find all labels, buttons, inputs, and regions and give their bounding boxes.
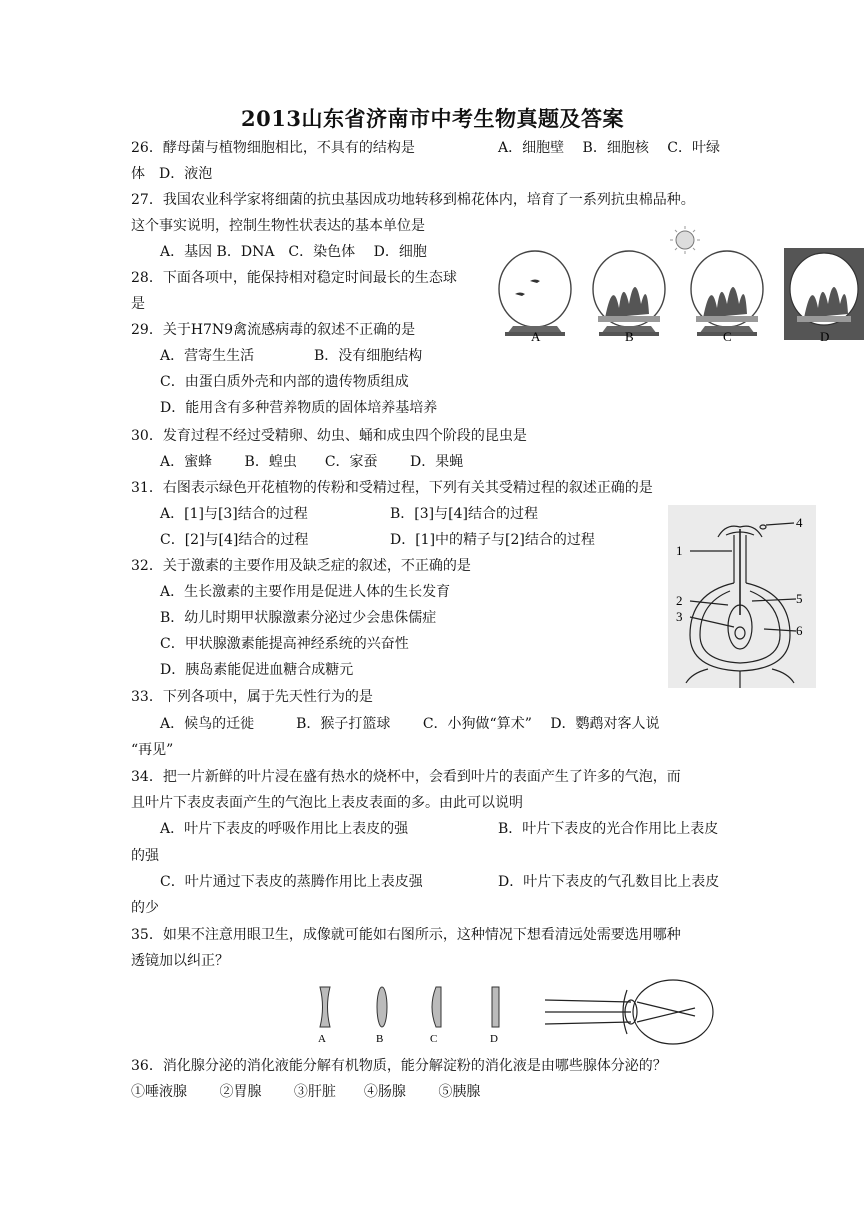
fig31-label-1: 1 [676, 543, 683, 558]
q34-option-c: C．叶片通过下表皮的蒸腾作用比上表皮强 [160, 874, 423, 890]
q31-stem: 31．右图表示绿色开花植物的传粉和受精过程，下列有关其受精过程的叙述正确的是 [131, 480, 653, 496]
q29-stem: 29．关于H7N9禽流感病毒的叙述不正确的是 [131, 322, 416, 338]
page-title: 2013山东省济南市中考生物真题及答案 [241, 106, 624, 131]
ecosphere-a [499, 251, 571, 336]
q29-option-a: A．营寄生生活 [160, 348, 255, 364]
q34-stem-1: 34．把一片新鲜的叶片浸在盛有热水的烧杯中，会看到叶片的表面产生了许多的气泡，而 [131, 769, 681, 785]
fig31-label-5: 5 [796, 591, 803, 606]
ecosphere-label-d: D [820, 329, 830, 344]
q31-option-c: C．[2]与[4]结合的过程 [160, 532, 309, 548]
ecosphere-label-a: A [531, 329, 541, 344]
q27-stem-1: 27．我国农业科学家将细菌的抗虫基因成功地转移到棉花体内，培育了一系列抗虫棉品种。 [131, 192, 695, 208]
fig31-label-6: 6 [796, 623, 803, 638]
q30-stem: 30．发育过程不经过受精卵、幼虫、蛹和成虫四个阶段的昆虫是 [131, 428, 527, 444]
q26-stem: 26．酵母菌与植物细胞相比，不具有的结构是 [131, 140, 415, 156]
eye-figure [545, 976, 725, 1048]
fertilization-figure [668, 505, 816, 688]
ecosphere-d [784, 248, 864, 340]
q29-option-b: B．没有细胞结构 [314, 348, 423, 364]
fig31-label-2: 2 [676, 593, 683, 608]
q28-stem-1: 28．下面各项中，能保持相对稳定时间最长的生态球 [131, 270, 457, 286]
q33-stem: 33．下列各项中，属于先天性行为的是 [131, 689, 373, 705]
q36-options: ①唾液腺 ②胃腺 ③肝脏 ④肠腺 ⑤胰腺 [131, 1084, 481, 1100]
q33-options-cont: “再见” [131, 742, 174, 758]
q30-options: A．蜜蜂 B．蝗虫 C．家蚕 D．果蝇 [160, 454, 464, 470]
q35-stem-2: 透镜加以纠正？ [131, 953, 229, 969]
q34-option-d-cont: 的少 [131, 900, 159, 916]
q27-stem-2: 这个事实说明，控制生物性状表达的基本单位是 [131, 218, 425, 234]
convex-lens-icon [377, 987, 387, 1027]
q29-option-c: C．由蛋白质外壳和内部的遗传物质组成 [160, 374, 409, 390]
q34-option-d: D．叶片下表皮的气孔数目比上表皮 [498, 874, 720, 890]
ecosphere-label-b: B [625, 329, 634, 344]
q28-stem-2: 是 [131, 296, 145, 312]
lens-label-d: D [490, 1033, 498, 1045]
eye-icon [545, 980, 713, 1044]
q34-option-b: B．叶片下表皮的光合作用比上表皮 [498, 821, 719, 837]
q32-stem: 32．关于激素的主要作用及缺乏症的叙述，不正确的是 [131, 558, 471, 574]
lens-label-b: B [376, 1033, 384, 1045]
flat-plate-icon [492, 987, 499, 1027]
fig31-label-4: 4 [796, 515, 803, 530]
q32-option-a: A．生长激素的主要作用是促进人体的生长发育 [160, 584, 451, 600]
ecosphere-label-c: C [723, 329, 732, 344]
plano-convex-lens-icon [432, 987, 441, 1027]
sun-icon [670, 226, 700, 254]
lens-label-c: C [430, 1033, 438, 1045]
q32-option-b: B．幼儿时期甲状腺激素分泌过少会患侏儒症 [160, 610, 437, 626]
q33-options: A．候鸟的迁徙 B．猴子打篮球 C．小狗做“算术” D．鹦鹉对客人说 [160, 716, 660, 732]
q27-options: A．基因 B．DNA C．染色体 D．细胞 [160, 244, 427, 260]
q31-option-d: D．[1]中的精子与[2]结合的过程 [390, 532, 595, 548]
q26-options: A．细胞壁 B．细胞核 C．叶绿 [498, 140, 721, 156]
q35-stem-1: 35．如果不注意用眼卫生，成像就可能如右图所示，这种情况下想看清远处需要选用哪种 [131, 927, 681, 943]
q26-options-cont: 体 D．液泡 [131, 166, 213, 182]
ecosphere-figure [495, 226, 865, 344]
ecosphere-b [593, 251, 665, 336]
q32-option-c: C．甲状腺激素能提高神经系统的兴奋性 [160, 636, 409, 652]
fig31-label-3: 3 [676, 609, 683, 624]
q36-stem: 36．消化腺分泌的消化液能分解有机物质，能分解淀粉的消化液是由哪些腺体分泌的？ [131, 1058, 667, 1074]
q34-option-a: A．叶片下表皮的呼吸作用比上表皮的强 [160, 821, 409, 837]
ecosphere-c [691, 251, 763, 336]
lens-label-a: A [318, 1033, 326, 1045]
q32-option-d: D．胰岛素能促进血糖合成糖元 [160, 662, 354, 678]
lens-figure [312, 985, 522, 1045]
q34-option-b-cont: 的强 [131, 848, 159, 864]
concave-lens-icon [320, 987, 330, 1027]
q34-stem-2: 且叶片下表皮表面产生的气泡比上表皮表面的多。由此可以说明 [131, 795, 523, 811]
q31-option-b: B．[3]与[4]结合的过程 [390, 506, 538, 522]
q29-option-d: D．能用含有多种营养物质的固体培养基培养 [160, 400, 438, 416]
q31-option-a: A．[1]与[3]结合的过程 [160, 506, 308, 522]
